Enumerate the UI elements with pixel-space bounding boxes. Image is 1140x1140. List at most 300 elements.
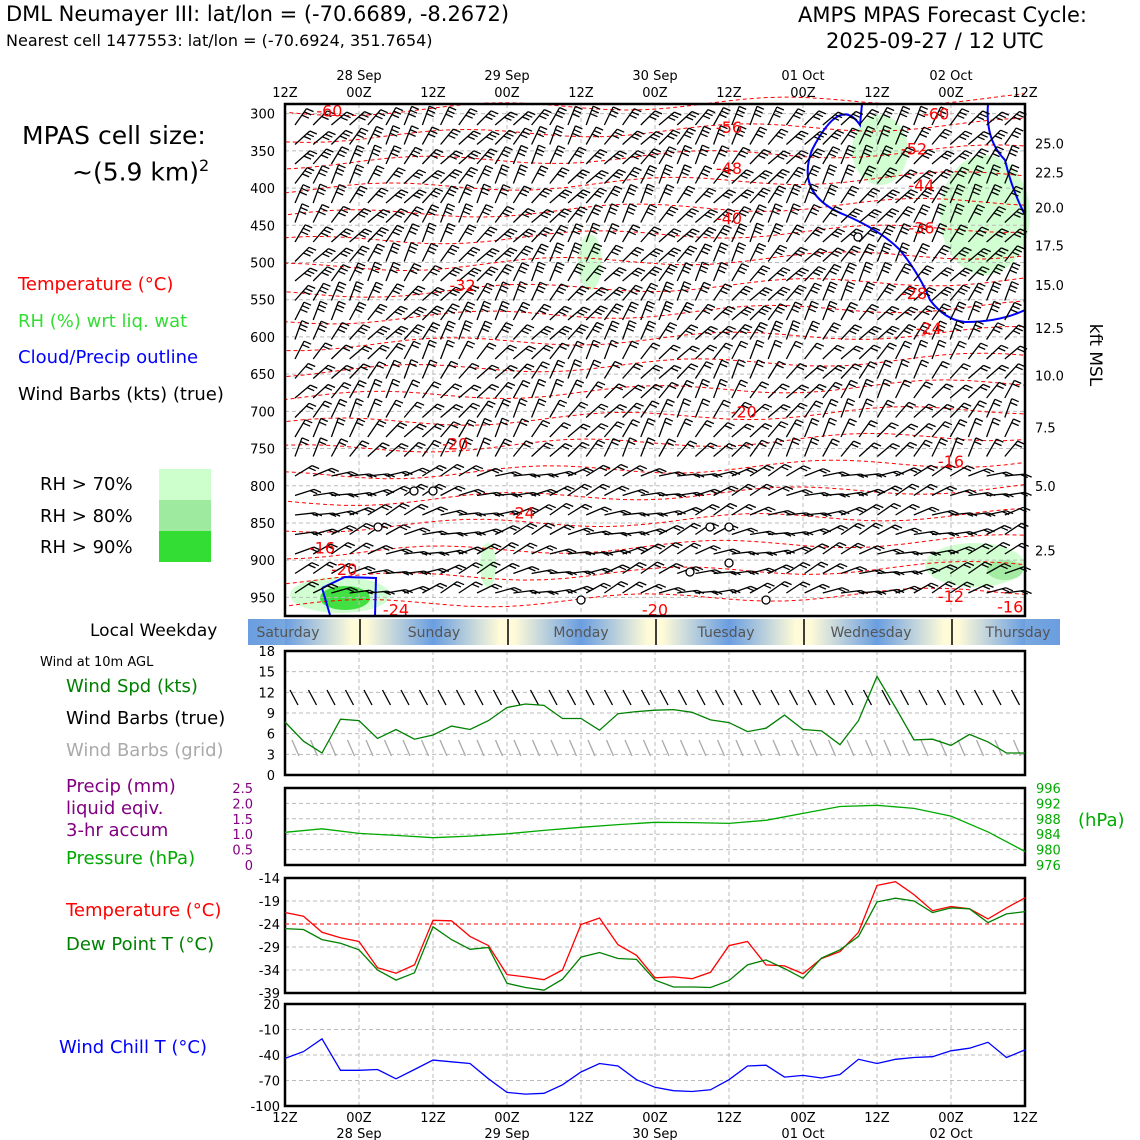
wind-barb (602, 171, 609, 174)
wind-barb (422, 127, 432, 144)
wind-barb (759, 176, 766, 179)
wind-barb (459, 563, 476, 574)
wind-barb (641, 365, 656, 378)
wind-barb (773, 211, 780, 214)
wind-barb (374, 403, 381, 406)
time-tick-label: 00Z (494, 1111, 520, 1126)
wind-barb (340, 253, 347, 256)
wind-barb (901, 231, 908, 234)
wind-barb (823, 418, 830, 437)
wind-barb (648, 169, 655, 172)
wind-barb (851, 303, 858, 306)
wind-barb (966, 491, 973, 494)
wind-barb (343, 265, 350, 268)
wind-barb (747, 190, 754, 193)
wind-barb (550, 379, 557, 398)
wind-barb (343, 231, 350, 234)
wind-barb (756, 110, 763, 113)
wind-barb (473, 403, 480, 406)
wind-barb (339, 185, 346, 188)
wind-barb (483, 305, 490, 308)
wind-barb (810, 305, 817, 308)
wind-barb (630, 174, 637, 177)
wind-barb (666, 165, 673, 168)
grid-wind-barb (607, 740, 614, 756)
wind-barb (538, 251, 545, 254)
wind-barb (612, 224, 619, 227)
calm-marker (374, 523, 382, 531)
wind-barb (454, 422, 461, 425)
wind-barb (401, 190, 408, 193)
grid-wind-barb (292, 740, 299, 756)
wind-barb (814, 346, 821, 349)
wind-barb (750, 507, 768, 515)
wind-barb (539, 116, 546, 119)
wind-barb (341, 268, 348, 271)
wind-barb (544, 110, 551, 113)
wind-barb (383, 326, 390, 329)
wind-barb (859, 282, 868, 300)
wind-barb (484, 169, 491, 172)
wind-barb (780, 387, 787, 390)
wind-barb (593, 340, 600, 343)
wind-barb (750, 583, 768, 593)
wind-barb (628, 442, 635, 445)
wind-barb (941, 273, 948, 276)
wind-barb (295, 438, 302, 457)
pressure-tick-label: 984 (1036, 828, 1061, 844)
wind-barb (386, 146, 394, 164)
wind-barb (941, 307, 948, 310)
wind-barb (659, 399, 668, 417)
wind-barb (903, 126, 910, 129)
wind-barb (434, 407, 441, 410)
wind-barb (911, 307, 918, 310)
wind-barb (877, 343, 889, 359)
wind-barb (664, 192, 671, 195)
height-tick-label: 12.5 (1035, 322, 1064, 337)
wind-barb (909, 402, 916, 405)
wind-barb (309, 565, 316, 568)
wind-barb (309, 247, 316, 250)
wind-barb (304, 156, 311, 159)
pressure-tick-label: 300 (250, 107, 275, 123)
height-axis-label: kft MSL (1085, 323, 1105, 387)
wind-barb (810, 329, 817, 332)
wind-barb (454, 467, 461, 470)
wind-barb (837, 130, 844, 133)
wind-barb (801, 131, 808, 134)
wind-barb (692, 229, 699, 232)
wind-barb (526, 246, 533, 249)
wind-barb (375, 379, 382, 382)
wind-barb (983, 586, 990, 589)
wind-barb (902, 360, 909, 363)
wind-barb (914, 465, 931, 476)
wind-barb (877, 379, 884, 398)
wind-barb (1011, 310, 1018, 313)
wind-barb (892, 209, 899, 212)
wind-barb (714, 423, 728, 437)
wind-barb (394, 404, 401, 407)
wind-barb (756, 134, 763, 137)
temperature-label: -24 (382, 600, 410, 620)
wind-barb (346, 229, 353, 232)
wind-barb (404, 126, 411, 145)
wind-barb (434, 440, 441, 443)
wind-barb (392, 130, 399, 133)
wind-barb (830, 165, 837, 168)
wind-barb (415, 147, 422, 150)
wind-barb (386, 360, 394, 378)
wind-barb (684, 193, 691, 196)
wind-barb (977, 117, 984, 120)
wind-barb (872, 305, 879, 308)
wind-barb (768, 321, 776, 339)
wind-barb (942, 132, 949, 135)
grid-wind-barb (588, 740, 595, 756)
wind-barb (340, 399, 347, 402)
wind-barb (313, 205, 322, 223)
wind-barb (529, 346, 536, 349)
wind-barb (375, 130, 382, 133)
wind-barb (747, 588, 754, 591)
wind-barb (473, 247, 480, 250)
wind-barb (448, 204, 455, 207)
wind-barb (546, 345, 553, 348)
wind-barb (854, 526, 861, 529)
wind-barb (525, 128, 532, 131)
wind-barb (998, 133, 1005, 136)
wind-barb (743, 328, 750, 331)
wind-barb (672, 545, 679, 548)
wind-barb (295, 403, 309, 417)
wind-barb (962, 271, 969, 274)
wind-barb (454, 584, 461, 587)
wind-barb (491, 111, 498, 114)
wind-barb (575, 360, 582, 363)
wind-barb (447, 193, 454, 196)
wind-barb (368, 262, 375, 281)
wind-barb (550, 546, 557, 549)
wind-barb (819, 384, 826, 387)
wind-barb (546, 547, 553, 550)
wind-barb (667, 282, 674, 285)
wind-barb (666, 418, 673, 421)
wind-barb (993, 305, 1000, 308)
temperature-label: -60 (923, 104, 950, 124)
wind-barb (557, 379, 564, 382)
wind-barb (295, 185, 303, 203)
wind-barb (376, 194, 383, 197)
wind-barb (391, 153, 398, 156)
wind-barb (834, 348, 841, 351)
wind-barb (725, 284, 732, 287)
wind-barb (527, 325, 534, 328)
wind-barb (668, 253, 675, 256)
wind-barb (448, 252, 455, 255)
wind-barb (686, 117, 693, 120)
wind-barb (963, 388, 970, 391)
wind-barb (1018, 441, 1025, 444)
wind-barb (781, 467, 788, 470)
wind-barb (541, 424, 548, 427)
wind-barb (550, 360, 558, 378)
wind-barb (794, 185, 801, 188)
wind-barb (346, 130, 353, 133)
wind-barb (997, 386, 1004, 389)
grid-wind-barb (366, 740, 373, 756)
wind-barb (467, 423, 474, 426)
wind-barb (703, 116, 710, 119)
wind-barb (338, 403, 345, 406)
wind-barb (568, 486, 575, 489)
wind-barb (592, 227, 599, 230)
wind-barb (357, 135, 364, 138)
wind-barb (486, 166, 493, 169)
wind-barb (768, 439, 777, 457)
wind-barb (397, 284, 404, 287)
wind-barb (903, 213, 910, 216)
wind-barb (885, 243, 892, 246)
wind-barb (635, 388, 642, 391)
wind-barb (689, 114, 696, 117)
wind-barb (895, 486, 902, 489)
wind-barb (368, 362, 379, 379)
wind-barb (774, 208, 781, 211)
wind-barb (363, 364, 370, 367)
wind-barb (547, 326, 554, 329)
temperature-label: -52 (900, 139, 928, 159)
wind-barb (859, 421, 871, 437)
wind-barb (513, 381, 523, 399)
wind-barb (537, 290, 544, 293)
wind-barb (828, 192, 835, 195)
wind-barb (1005, 399, 1012, 418)
wind-barb (310, 131, 317, 134)
wind-barb (695, 505, 712, 515)
wind-barb (530, 543, 537, 546)
wind-barb (646, 212, 653, 215)
wind-barb (737, 364, 744, 367)
wind-barb (791, 328, 798, 331)
wind-barb (914, 468, 921, 471)
wind-barb (709, 228, 716, 231)
wind-barb (901, 364, 908, 367)
wind-barb (611, 111, 618, 114)
wind-barb (714, 263, 722, 282)
wind-barb (618, 584, 625, 587)
wind-barb (665, 169, 672, 172)
wind-barb (932, 384, 946, 398)
wind-barb (926, 382, 933, 385)
wind-barb (486, 205, 493, 208)
wind-barb (545, 228, 552, 231)
wind-barb (962, 109, 969, 112)
rh-swatch (159, 469, 211, 500)
wind-barb (732, 380, 741, 398)
wind-barb (451, 361, 458, 364)
wind-barb (325, 387, 332, 390)
wind-barb (341, 439, 348, 442)
wind-barb (823, 185, 831, 203)
wind-barb (800, 584, 807, 587)
wind-barb (1013, 263, 1020, 266)
wind-barb (623, 341, 632, 359)
height-tick-label: 7.5 (1035, 421, 1056, 437)
wind-barb (639, 563, 646, 566)
date-tick-label: 02 Oct (929, 69, 973, 84)
wind-barb (419, 443, 426, 446)
grid-wind-barb (736, 740, 743, 756)
wind-barb (476, 582, 483, 585)
wind-barb (794, 291, 801, 294)
wind-barb (595, 176, 602, 179)
wind-barb (302, 115, 309, 118)
wind-barb (903, 243, 910, 246)
wind-barb (312, 466, 319, 469)
wind-barb (459, 302, 468, 320)
wind-barb (379, 191, 386, 194)
wind-barb (339, 442, 346, 445)
wind-barb (307, 109, 314, 112)
wind-barb (682, 153, 689, 156)
wind-barb (757, 106, 764, 109)
wind-barb (1005, 523, 1022, 534)
wind-barb (532, 345, 547, 359)
wind-barb (574, 364, 581, 367)
wind-barb (1012, 135, 1019, 138)
wind-barb (802, 268, 809, 271)
wind-barb (477, 385, 492, 399)
wind-barb (486, 137, 493, 140)
wind-barb (921, 208, 928, 211)
wind-barb (1016, 328, 1023, 331)
wind-barb (519, 169, 526, 172)
wind-barb (671, 115, 678, 118)
wind-barb (505, 210, 512, 213)
wind-barb (368, 567, 375, 570)
wind-barb (568, 360, 575, 379)
temperature-label: -20 (442, 434, 469, 454)
wind-barb (617, 422, 624, 425)
wind-barb (653, 387, 660, 390)
wind-barb (695, 126, 704, 144)
wind-barb (685, 146, 692, 149)
wind-barb (422, 244, 431, 262)
wind-barb (630, 345, 637, 348)
wind-barb (521, 306, 528, 309)
wind-barb (592, 364, 599, 367)
wind-barb (601, 306, 608, 309)
wind-barb (914, 583, 931, 593)
wind-barb (412, 126, 419, 129)
wind-barb (638, 385, 645, 388)
wind-barb (325, 401, 332, 404)
wind-barb (513, 419, 521, 437)
wind-barb (397, 426, 404, 429)
wind-barb (486, 117, 493, 120)
wind-barb (474, 548, 481, 551)
wind-barb (923, 205, 930, 208)
wind-barb (958, 291, 965, 294)
wind-barb (928, 150, 935, 153)
wind-barb (777, 156, 784, 159)
wind-barb (756, 212, 763, 215)
wind-barb (887, 195, 894, 198)
wind-barb (908, 427, 915, 430)
wind-barb (331, 418, 338, 437)
wind-barb (432, 205, 439, 208)
wind-barb (604, 583, 611, 586)
wind-barb (485, 273, 492, 276)
wind-barb (562, 329, 569, 332)
weekday-label: Local Weekday (90, 621, 218, 641)
wind-barb (346, 248, 353, 251)
wind-barb (485, 419, 492, 422)
wind-barb (816, 270, 823, 273)
wind-barb (792, 442, 799, 445)
wind-barb (614, 307, 621, 310)
wind-barb (759, 444, 766, 447)
wind-barb (598, 290, 605, 293)
wind-barb (714, 360, 722, 378)
wind-barb (799, 388, 806, 391)
wind-barb (638, 268, 645, 271)
wind-barb (377, 215, 384, 218)
wind-barb (556, 364, 563, 367)
temperature-label: -32 (449, 275, 476, 295)
wind-barb (892, 527, 899, 530)
wind-barb (539, 145, 546, 148)
wind-barb (373, 290, 380, 293)
wind-barb (701, 173, 708, 176)
wind-barb (786, 204, 793, 223)
wind-barb (538, 403, 545, 406)
wind-barb (689, 232, 696, 235)
weekday-name: Saturday (256, 625, 320, 641)
wind-barb (775, 310, 782, 313)
wind-barb (741, 151, 748, 154)
wind-barb (303, 228, 310, 231)
wind-barb (539, 379, 546, 382)
temp-legend-item: Dew Point T (°C) (66, 934, 215, 955)
wind-barb (956, 442, 963, 445)
wind-barb (908, 310, 915, 313)
wind-barb (477, 205, 486, 223)
wind-barb (651, 346, 658, 349)
wind-barb (485, 321, 492, 324)
wind-barb (459, 341, 468, 359)
wind-barb (781, 129, 788, 132)
wind-barb (722, 312, 729, 315)
time-tick-label: 12Z (568, 1111, 594, 1126)
wind-barb (641, 584, 659, 593)
wind-barb (812, 169, 819, 172)
weekday-name: Wednesday (830, 625, 912, 641)
wind-barb (741, 312, 748, 315)
wind-barb (472, 565, 479, 568)
wind-barb (987, 282, 995, 301)
wind-barb (321, 155, 328, 158)
wind-barb (413, 195, 420, 198)
wind-barb (446, 344, 453, 347)
wind-barb (859, 244, 869, 262)
wind-barb (794, 174, 801, 177)
wind-barb (719, 383, 726, 386)
wind-barb (329, 249, 336, 252)
wind-barb (441, 340, 448, 359)
